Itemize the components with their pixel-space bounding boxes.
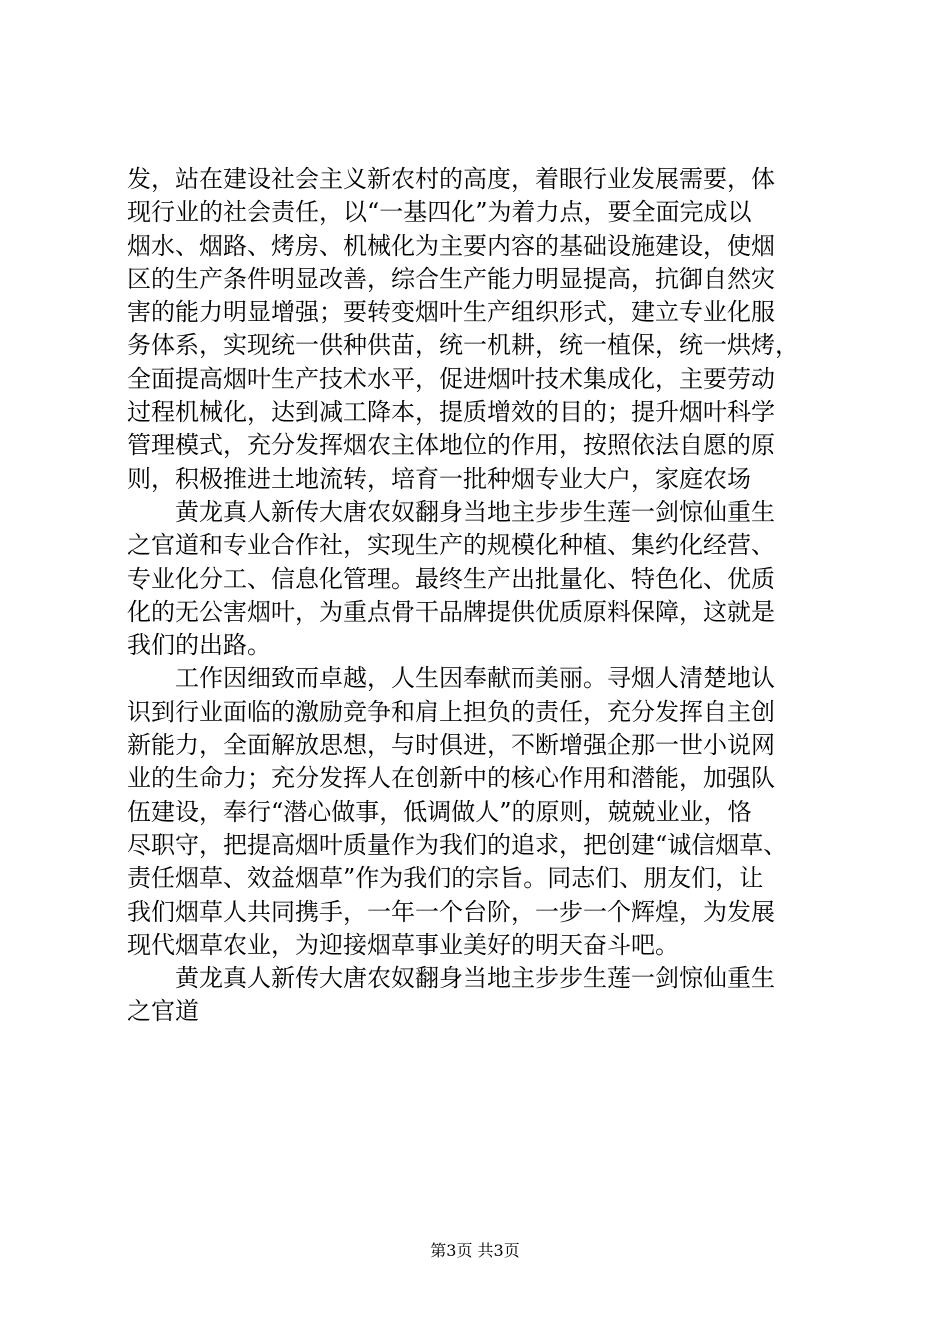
text-line: 责任烟草、效益烟草”作为我们的宗旨。同志们、朋友们，让 [127,864,764,893]
text-line: 黄龙真人新传大唐农奴翻身当地主步步生莲一剑惊仙重生 [127,497,775,526]
text-line: 识到行业面临的激励竞争和肩上担负的责任，充分发挥自主创 [127,697,775,726]
text-line: 区的生产条件明显改善，综合生产能力明显提高，抗御自然灾 [127,264,775,293]
text-line: 黄龙真人新传大唐农奴翻身当地主步步生莲一剑惊仙重生 [127,964,775,993]
text-line: 则，积极推进土地流转，培育一批种烟专业大户，家庭农场 [127,464,751,493]
text-line: 之官道 [127,997,199,1026]
text-line: 工作因细致而卓越，人生因奉献而美丽。寻烟人清楚地认 [127,664,775,693]
text-line: 尽职守，把提高烟叶质量作为我们的追求，把创建“诚信烟草、 [127,830,788,859]
text-line: 伍建设，奉行“潜心做事，低调做人”的原则，兢兢业业，恪 [127,797,752,826]
text-line: 新能力，全面解放思想，与时俱进，不断增强企那一世小说网 [127,731,775,760]
text-line: 之官道和专业合作社，实现生产的规模化种植、集约化经营、 [127,531,775,560]
text-line: 管理模式，充分发挥烟农主体地位的作用，按照依法自愿的原 [127,431,775,460]
text-line: 发，站在建设社会主义新农村的高度，着眼行业发展需要，体 [127,165,775,193]
text-line: 现行业的社会责任，以“一基四化”为着力点，要全面完成以 [127,198,752,227]
text-line: 过程机械化，达到减工降本，提质增效的目的；提升烟叶科学 [127,398,775,427]
text-line: 害的能力明显增强；要转变烟叶生产组织形式，建立专业化服 [127,298,775,327]
text-line: 我们的出路。 [127,631,271,660]
text-line: 业的生命力；充分发挥人在创新中的核心作用和潜能，加强队 [127,764,775,793]
text-line: 我们烟草人共同携手，一年一个台阶，一步一个辉煌，为发展 [127,897,775,926]
page-number-footer: 第3页 共3页 [430,1241,520,1260]
text-line: 烟水、烟路、烤房、机械化为主要内容的基础设施建设，使烟 [127,231,775,260]
text-line: 现代烟草农业，为迎接烟草事业美好的明天奋斗吧。 [127,930,679,959]
text-line: 务体系，实现统一供种供苗，统一机耕，统一植保，统一烘烤， [127,331,799,360]
text-line: 专业化分工、信息化管理。最终生产出批量化、特色化、优质 [127,564,775,593]
document-body [127,163,832,1029]
text-line: 化的无公害烟叶，为重点骨干品牌提供优质原料保障，这就是 [127,597,775,626]
text-line: 全面提高烟叶生产技术水平，促进烟叶技术集成化，主要劳动 [127,364,775,393]
